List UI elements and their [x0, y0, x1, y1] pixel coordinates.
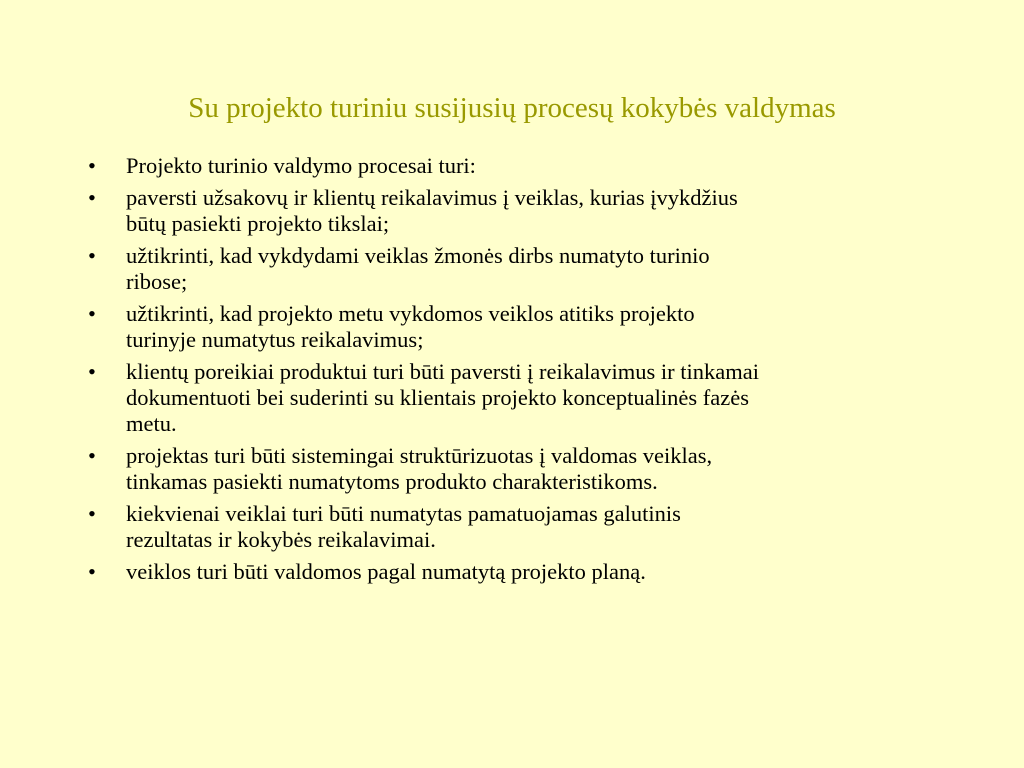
bullet-marker: • [88, 501, 96, 526]
bullet-marker: • [88, 443, 96, 468]
bullet-marker: • [88, 301, 96, 326]
bullet-text: projektas turi būti sistemingai struktūrizuotas į valdomas veiklas, tinkamas pasiekti numatytoms produkto charakteristikoms. [126, 443, 713, 494]
bullet-item [88, 301, 938, 353]
bullet-item [88, 443, 938, 495]
bullet-item [88, 359, 938, 437]
bullet-marker: • [88, 153, 96, 178]
bullet-text: užtikrinti, kad vykdydami veiklas žmonės dirbs numatyto turinio ribose; [126, 243, 710, 294]
bullet-text: kiekvienai veiklai turi būti numatytas pamatuojamas galutinis rezultatas ir kokybės reikalavimai. [126, 501, 681, 552]
bullet-text: klientų poreikiai produktui turi būti paversti į reikalavimus ir tinkamai dokumentuoti bei suderinti su klientais projekto konceptualinės fazės metu. [126, 359, 759, 436]
bullet-item [88, 185, 938, 237]
slide-title: Su projekto turiniu susijusių procesų kokybės valdymas [188, 92, 836, 124]
bullet-marker: • [88, 185, 96, 210]
bullet-item [88, 559, 938, 585]
bullet-list [88, 153, 938, 591]
bullet-item [88, 153, 938, 179]
bullet-text: užtikrinti, kad projekto metu vykdomos veiklos atitiks projekto turinyje numatytus reikalavimus; [126, 301, 695, 352]
bullet-marker: • [88, 559, 96, 584]
bullet-text: paversti užsakovų ir klientų reikalavimus į veiklas, kurias įvykdžius būtų pasiekti projekto tikslai; [126, 185, 738, 236]
bullet-text: veiklos turi būti valdomos pagal numatytą projekto planą. [126, 559, 646, 584]
bullet-item [88, 243, 938, 295]
bullet-marker: • [88, 243, 96, 268]
bullet-item [88, 501, 938, 553]
bullet-marker: • [88, 359, 96, 384]
bullet-text: Projekto turinio valdymo procesai turi: [126, 153, 476, 178]
